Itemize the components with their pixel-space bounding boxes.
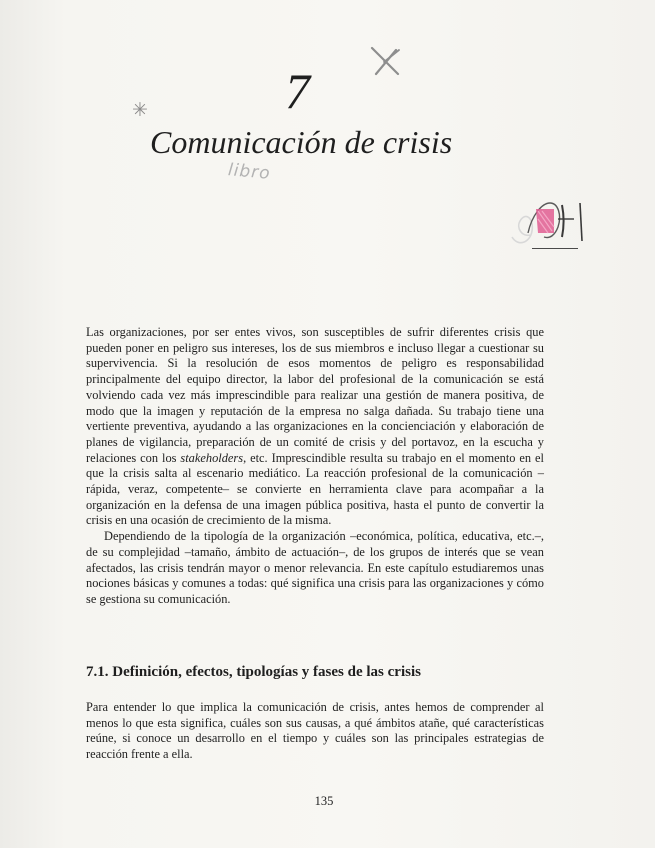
intro-paragraph-1-italic: stakeholders — [180, 450, 244, 465]
handwritten-star-icon: ✳ — [132, 99, 148, 121]
handwritten-underline — [532, 248, 578, 249]
section-paragraph: Para entender lo que implica la comunicación de crisis, antes hemos de comprender al menos lo que esta significa, cuáles son sus causas, a qué ámbitos atañe, qué características reúne, si conoce un desarrollo en el tiempo y cuáles son las principales estrategias de reacción frente a ella. — [86, 700, 544, 762]
pink-highlighter-doodle-icon — [508, 193, 588, 251]
intro-paragraph-1-end: , etc. Imprescindible resulta su trabajo en el momento en el que la crisis salta al escenario mediático. La reacción profesional de la comunicación –rápida, veraz, competente– se convierte en herramienta clave para acompañar a la organización en la defensa de una imagen pública positiva, hasta el punto de convertir la crisis en una ocasión de crecimiento de la misma. — [86, 450, 544, 528]
intro-text — [86, 325, 544, 608]
intro-paragraph-1 — [86, 325, 544, 529]
section-heading: 7.1. Definición, efectos, tipologías y fases de las crisis — [86, 664, 421, 680]
chapter-number: 7 — [285, 63, 310, 119]
handwritten-note: libro — [227, 160, 272, 184]
intro-paragraph-1-text: Las organizaciones, por ser entes vivos, son susceptibles de sufrir diferentes crisis que pueden poner en peligro sus intereses, los de sus miembros e incluso llegar a cuestionar su supervivencia. Si la resolución de esos momentos de peligro es responsabilidad principalmente del equipo director, la labor del profesional de la comunicación se está volviendo cada vez más imprescindible para realizar una gestión de manera positiva, de modo que la imagen y reputación de la empresa no salga dañada. Su trabajo tiene una vertiente preventiva, ayudando a las organizaciones en la concienciación y elaboración de planes de vigilancia, preparación de un comité de crisis y del portavoz, en la escucha y relaciones con los — [86, 325, 544, 465]
intro-paragraph-2: Dependiendo de la tipología de la organización –económica, política, educativa, etc.–, de su complejidad –tamaño, ámbito de actuación–, de los grupos de interés que se vean afectados, las crisis tendrán mayor o menor relevancia. En este capítulo estudiaremos unas nociones básicas y comunes a todas: qué significa una crisis para las organizaciones y cómo se gestiona su comunicación. — [86, 529, 544, 606]
page-number: 135 — [314, 794, 334, 808]
handwritten-cross-icon — [366, 44, 406, 80]
chapter-title: Comunicación de crisis — [150, 124, 453, 160]
section-text — [86, 700, 544, 763]
